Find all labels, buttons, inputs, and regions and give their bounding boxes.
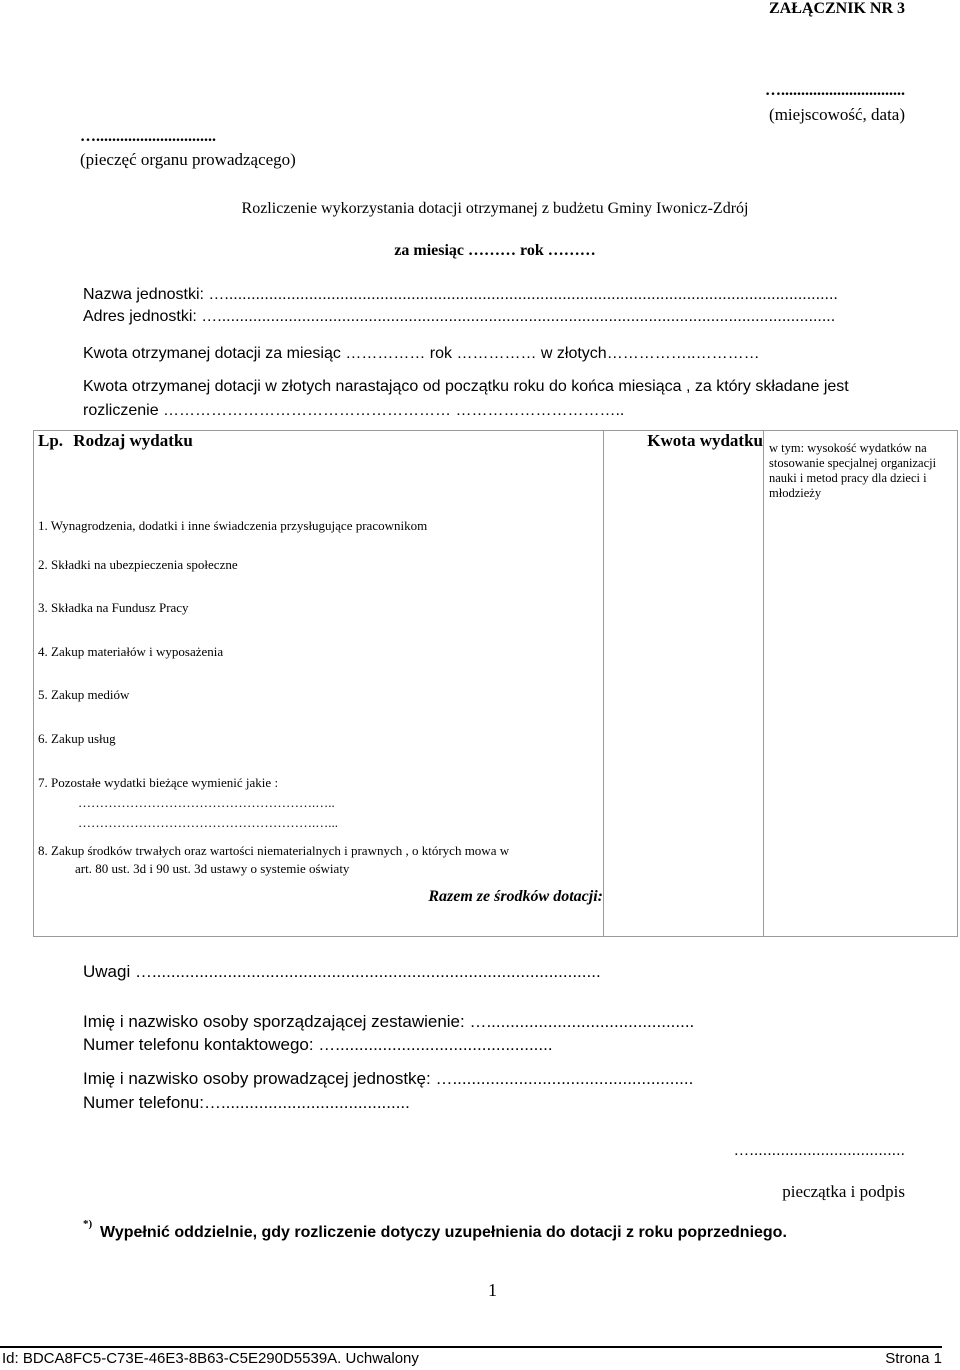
- of-which-cell[interactable]: [764, 730, 958, 774]
- row-number: 5.: [38, 686, 48, 702]
- row-number: 3.: [38, 599, 48, 615]
- stamp-label: (pieczęć organu prowadzącego): [80, 150, 296, 169]
- table-row: [34, 511, 958, 556]
- of-which-cell[interactable]: [764, 556, 958, 599]
- footer-page-label: Strona 1: [885, 1350, 942, 1367]
- amount-cell[interactable]: [604, 842, 764, 888]
- of-which-cell[interactable]: [764, 774, 958, 842]
- total-label: Razem ze środków dotacji:: [34, 888, 604, 937]
- cumulative-amount-line2: rozliczenie ……………………………………………… …………………………..: [83, 402, 625, 419]
- table-row: [34, 643, 958, 686]
- row-label-continued: art. 80 ust. 3d i 90 ust. 3d ustawy o systemie oświaty: [75, 860, 350, 876]
- row-number: 8.: [38, 842, 48, 858]
- amount-cell[interactable]: [604, 643, 764, 686]
- document-title: Rozliczenie wykorzystania dotacji otrzymanej z budżetu Gminy Iwonicz-Zdrój: [241, 200, 749, 217]
- row-dots-line: ……………………………………………….…..: [78, 794, 335, 810]
- amount-cell[interactable]: [604, 774, 764, 842]
- of-which-cell[interactable]: [764, 511, 958, 556]
- header-type-cell: [34, 431, 604, 511]
- monthly-amount-field: Kwota otrzymanej dotacji za miesiąc …………… rok …………… w złotych……………..…………: [83, 345, 760, 362]
- type-header: Rodzaj wydatku: [73, 431, 193, 450]
- table-row: [34, 730, 958, 774]
- place-date-label: (miejscowość, data): [769, 105, 905, 124]
- of-which-cell[interactable]: [764, 643, 958, 686]
- total-amount-cell[interactable]: [604, 888, 764, 937]
- expenses-table: [33, 430, 958, 937]
- of-which-header: w tym: wysokość wydatków na stosowanie specjalnej organizacji nauki i metod pracy dla dzieci i młodzieży: [769, 441, 937, 500]
- row-number: 7.: [38, 774, 48, 790]
- row-number: 6.: [38, 730, 48, 746]
- preparer-phone-field: Numer telefonu kontaktowego: …..............................................: [83, 1035, 553, 1054]
- row-label: Wynagrodzenia, dodatki i inne świadczenia przysługujące pracownikom: [50, 517, 428, 533]
- amount-header: Kwota wydatku: [604, 431, 764, 511]
- of-which-header-cell: [764, 431, 958, 511]
- row-number: 1.: [38, 517, 48, 533]
- amount-cell[interactable]: [604, 511, 764, 556]
- footnote-mark: *): [83, 1218, 93, 1230]
- table-row: [34, 599, 958, 643]
- of-which-cell[interactable]: [764, 842, 958, 888]
- unit-name-field: Nazwa jednostki: …..........................................................................................................................................: [83, 286, 838, 303]
- amount-cell[interactable]: [604, 599, 764, 643]
- signature-label: pieczątka i podpis: [782, 1182, 905, 1201]
- row-label: Zakup mediów: [51, 686, 130, 702]
- row-number: 2.: [38, 556, 48, 572]
- footer-document-id: Id: BDCA8FC5-C73E-46E3-8B63-C5E290D5539A. Uchwalony: [2, 1350, 419, 1367]
- table-row: [34, 842, 958, 888]
- total-of-which-cell[interactable]: [764, 888, 958, 937]
- table-row: [34, 774, 958, 842]
- row-dots-line: ……………………………………………….…...: [78, 814, 338, 830]
- unit-address-field: Adres jednostki: …...........................................................................................................................................: [83, 308, 836, 325]
- stamp-dots: …..............................: [80, 128, 216, 145]
- place-date-dots: …...............................: [765, 82, 905, 99]
- director-name-field: Imię i nazwisko osoby prowadzącej jednostkę: …...................................................: [83, 1069, 694, 1088]
- annex-label: ZAŁĄCZNIK NR 3: [768, 0, 905, 17]
- amount-cell[interactable]: [604, 730, 764, 774]
- row-label: Składki na ubezpieczenia społeczne: [51, 556, 238, 572]
- table-row: [34, 556, 958, 599]
- row-number: 4.: [38, 643, 48, 659]
- row-label: Zakup materiałów i wyposażenia: [51, 643, 224, 659]
- remarks-field: Uwagi …...............................................................................................: [83, 962, 601, 981]
- amount-cell[interactable]: [604, 556, 764, 599]
- row-label: Składka na Fundusz Pracy: [51, 599, 189, 615]
- footnote-text: Wypełnić oddzielnie, gdy rozliczenie dotyczy uzupełnienia do dotacji z roku poprzedniego.: [100, 1224, 787, 1241]
- director-phone-field: Numer telefonu:…........................................: [83, 1093, 410, 1112]
- row-label: Zakup środków trwałych oraz wartości niematerialnych i prawnych , o których mowa w: [51, 842, 510, 858]
- document-subtitle: za miesiąc ……… rok ………: [394, 242, 596, 259]
- table-row: [34, 686, 958, 730]
- table-header-row: [34, 431, 958, 511]
- page-number: 1: [488, 1280, 497, 1300]
- row-label: Pozostałe wydatki bieżące wymienić jakie :: [51, 774, 279, 790]
- preparer-name-field: Imię i nazwisko osoby sporządzającej zestawienie: …............................................: [83, 1012, 695, 1031]
- of-which-cell[interactable]: [764, 599, 958, 643]
- total-row: [34, 888, 958, 937]
- lp-header: Lp.: [38, 431, 64, 450]
- signature-dots: …...................................: [733, 1142, 905, 1159]
- row-label: Zakup usług: [51, 730, 116, 746]
- cumulative-amount-line1: Kwota otrzymanej dotacji w złotych narastająco od początku roku do końca miesiąca , za który składane jest: [83, 378, 849, 395]
- footer-divider: [0, 1346, 942, 1348]
- of-which-cell[interactable]: [764, 686, 958, 730]
- amount-cell[interactable]: [604, 686, 764, 730]
